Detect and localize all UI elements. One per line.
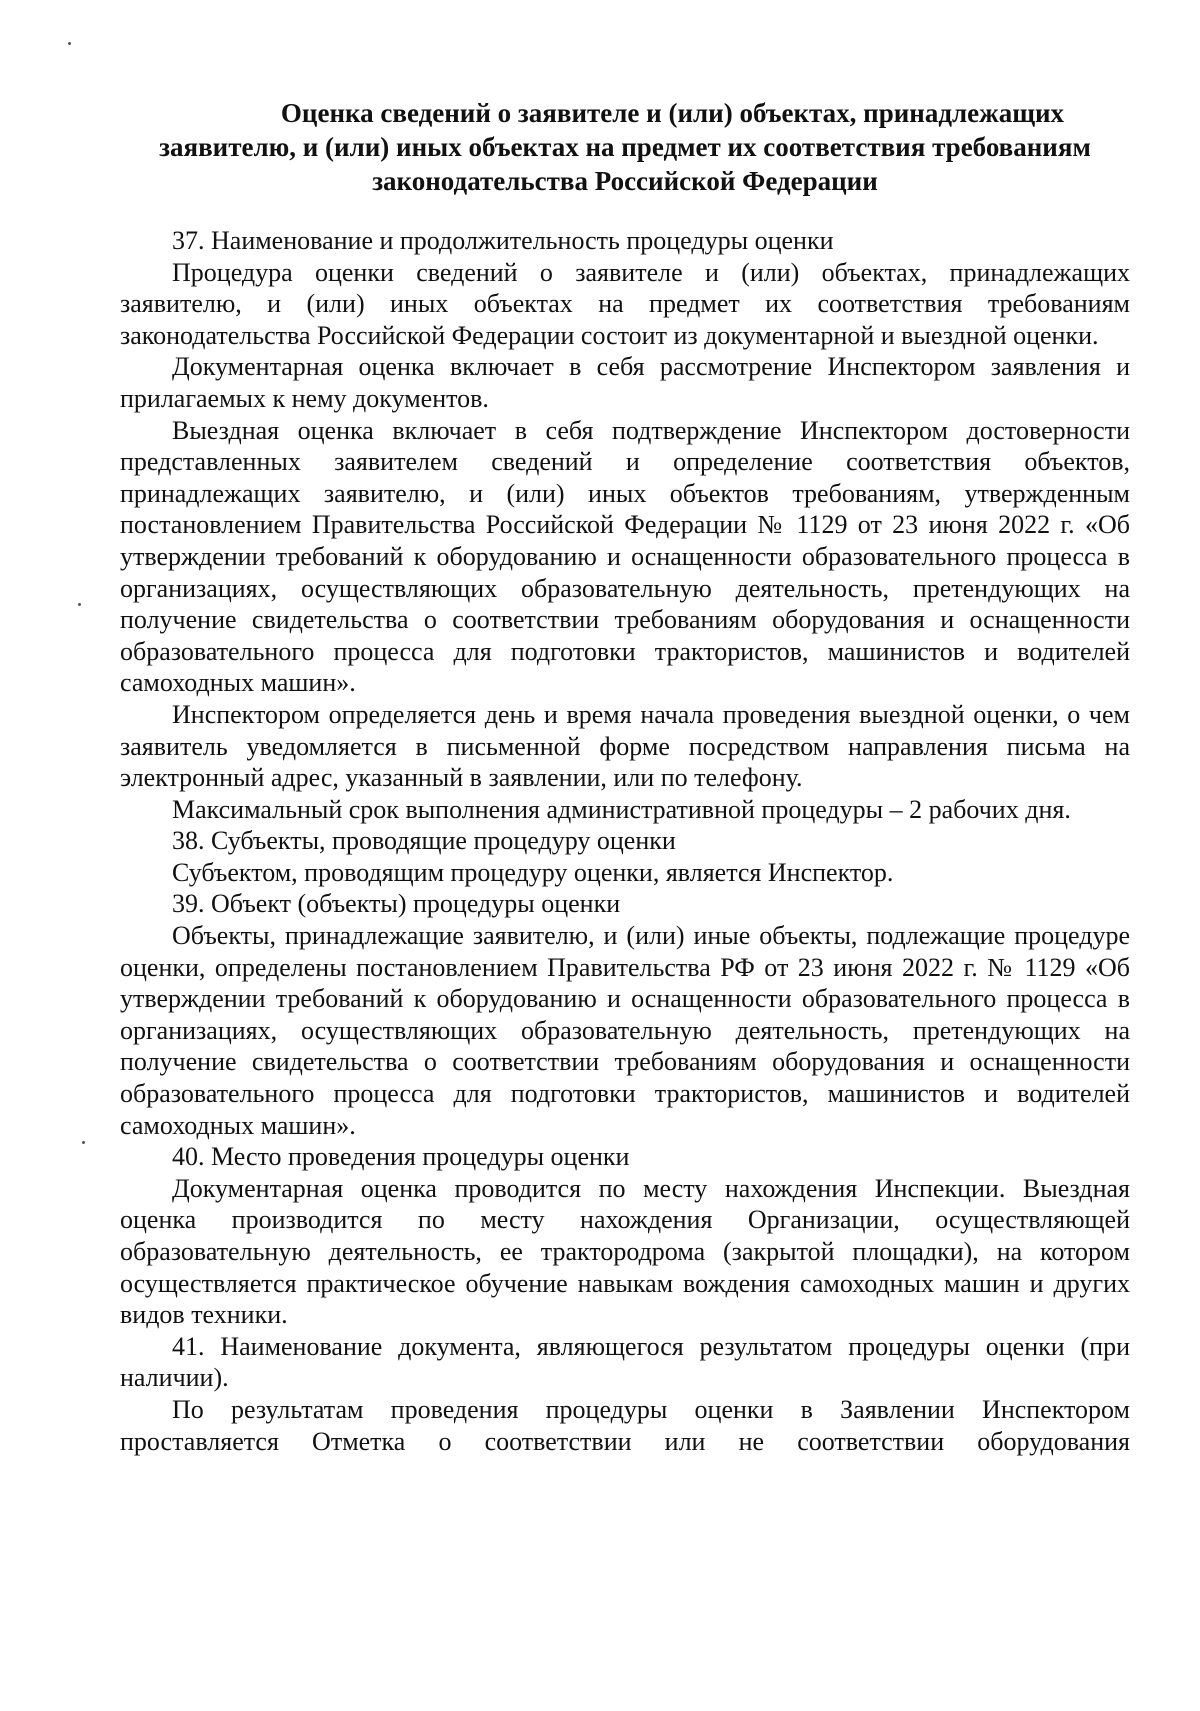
scan-speck	[68, 42, 71, 45]
scan-speck	[82, 1141, 85, 1144]
section-heading-41: 41. Наименование документа, являющегося результатом процедуры оценки (при наличии).	[120, 1331, 1130, 1393]
title-line-3: законодательства Российской Федерации	[372, 166, 878, 196]
paragraph-place: Документарная оценка проводится по месту нахождения Инспекции. Выездная оценка производится по месту нахождения Организации, осуществляющей образовательную деятельность, ее трактородрома (закрытой площадки), на котором осуществляется практическое обучение навыкам вождения самоходных машин и других видов техники.	[120, 1173, 1130, 1330]
document-body	[120, 225, 1130, 1457]
section-heading-38: 38. Субъекты, проводящие процедуру оценки	[172, 826, 676, 856]
paragraph-procedure-composition: Процедура оценки сведений о заявителе и (или) объектах, принадлежащих заявителю, и (или) иных объектах на предмет их соответствия требованиям законодательства Российской Федерации состоит из документарной и выездной оценки.	[120, 257, 1130, 350]
section-heading-37: 37. Наименование и продолжительность процедуры оценки	[172, 226, 834, 255]
paragraph-objects: Объекты, принадлежащие заявителю, и (или) иные объекты, подлежащие процедуре оценки, определены постановлением Правительства РФ от 23 июня 2022 г. № 1129 «Об утверждении требований к оборудованию и оснащенности образовательного процесса в организациях, осуществляющих образовательную деятельность, претендующих на получение свидетельства о соответствии требованиям оборудования и оснащенности образовательного процесса для подготовки трактористов, машинистов и водителей самоходных машин».	[120, 921, 1130, 1140]
paragraph-max-term: Максимальный срок выполнения административной процедуры – 2 рабочих дня.	[172, 794, 1071, 824]
document-title	[120, 96, 1130, 198]
paragraph-onsite-assessment: Выездная оценка включает в себя подтверждение Инспектором достоверности представленных заявителем сведений и определение соответствия объектов, принадлежащих заявителю, и (или) иных объектов требованиям, утвержденным постановлением Правительства Российской Федерации № 1129 от 23 июня 2022 г. «Об утверждении требований к оборудованию и оснащенности образовательного процесса в организациях, осуществляющих образовательную деятельность, претендующих на получение свидетельства о соответствии требованиям оборудования и оснащенности образовательного процесса для подготовки трактористов, машинистов и водителей самоходных машин».	[120, 415, 1130, 698]
paragraph-inspector-schedule: Инспектором определяется день и время начала проведения выездной оценки, о чем заявитель уведомляется в письменной форме посредством направления письма на электронный адрес, указанный в заявлении, или по телефону.	[120, 699, 1130, 793]
title-line-1: Оценка сведений о заявителе и (или) объектах, принадлежащих	[280, 98, 1065, 128]
section-heading-40: 40. Место проведения процедуры оценки	[172, 1142, 630, 1172]
paragraph-result: По результатам проведения процедуры оценки в Заявлении Инспектором проставляется Отметка о соответствии или не соответствии оборудования	[120, 1394, 1130, 1456]
paragraph-subject: Субъектом, проводящим процедуру оценки, является Инспектор.	[172, 857, 894, 887]
paragraph-documentary-assessment: Документарная оценка включает в себя рассмотрение Инспектором заявления и прилагаемых к нему документов.	[120, 352, 1130, 413]
section-heading-39: 39. Объект (объекты) процедуры оценки	[172, 889, 621, 919]
scan-speck	[78, 603, 81, 606]
title-line-2: заявителю, и (или) иных объектах на предмет их соответствия требованиям	[159, 132, 1091, 162]
